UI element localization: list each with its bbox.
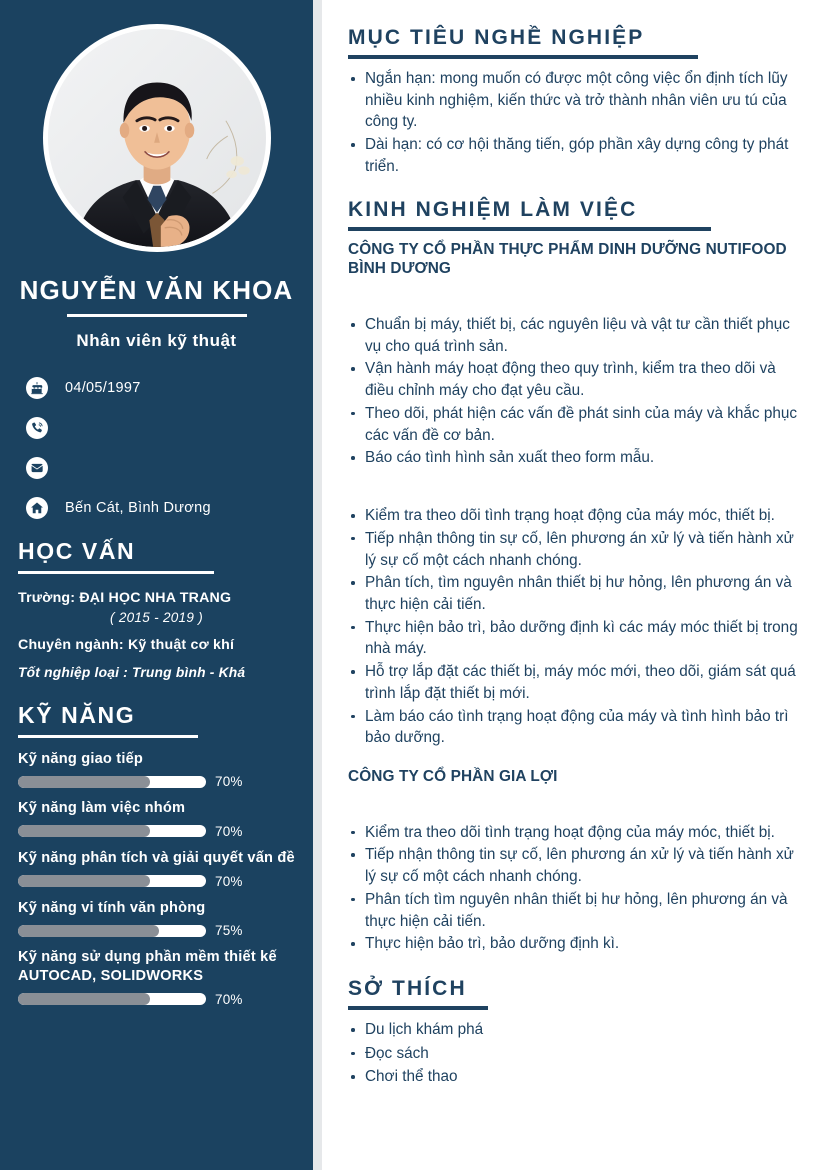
list-item: Phân tích, tìm nguyên nhân thiết bị hư hỏng, lên phương án và thực hiện cải tiến. [348,572,801,615]
redacted-detail-line [348,470,801,496]
address-value: Bến Cát, Bình Dương [65,500,211,517]
skill-bar-row [18,874,295,889]
list-item: Báo cáo tình hình sản xuất theo form mẫu. [348,447,801,469]
list-item: Thực hiện bảo trì, bảo dưỡng định kì các máy móc thiết bị trong nhà máy. [348,617,801,660]
skills-heading-rule [18,735,198,738]
hobbies-heading: SỞ THÍCH [348,977,467,1000]
sidebar [0,0,313,1170]
skill-label: Kỹ năng sử dụng phần mềm thiết kế AUTOCAD, SOLIDWORKS [18,949,277,984]
skill-label: Kỹ năng vi tính văn phòng [18,899,206,916]
skill-bar-row [18,923,295,938]
skill-item [18,899,295,939]
experience-heading: KINH NGHIỆM LÀM VIỆC [348,197,638,221]
skill-progress-track [18,925,206,937]
list-item: Hỗ trợ lắp đặt các thiết bị, máy móc mới, theo dõi, giám sát quá trình lắp đặt thiết bị mới. [348,661,801,704]
skill-progress-fill [18,993,150,1005]
skill-progress-fill [18,925,159,937]
list-item: Làm báo cáo tình trạng hoạt động của máy và tình hình bảo trì bảo dưỡng. [348,706,801,749]
contact-list [18,373,295,524]
experience-heading-rule [348,227,711,231]
list-item: Vận hành máy hoạt động theo quy trình, kiểm tra theo dõi và điều chỉnh máy cho đạt yêu cầu. [348,358,801,401]
education-section [18,590,295,680]
education-school: Trường: ĐẠI HỌC NHA TRANG [18,589,232,606]
skills-heading: KỸ NĂNG [18,701,136,728]
skill-progress-track [18,875,206,887]
list-item: Theo dõi, phát hiện các vấn đề phát sinh của máy và khắc phục các vấn đề cơ bản. [348,403,801,446]
objective-section [348,26,801,178]
skill-percent-label: 70% [215,873,243,889]
education-years: ( 2015 - 2019 ) [109,609,204,625]
objective-heading: MỤC TIÊU NGHỀ NGHIỆP [348,26,645,49]
phone-icon [26,417,48,439]
job-title: Nhân viên kỹ thuật [76,330,237,350]
education-grade: Tốt nghiệp loại : Trung bình - Khá [18,664,246,680]
list-item: Du lịch khám phá [348,1019,801,1041]
experience-section [348,198,801,955]
email-icon [26,457,48,479]
job-duty-list [348,822,801,955]
skill-bar-row [18,774,295,789]
list-item: Phân tích tìm nguyên nhân thiết bị hư hỏng, lên phương án và thực hiện cải tiến. [348,889,801,932]
skill-progress-track [18,993,206,1005]
contact-item-email [26,453,295,484]
skill-bar-row [18,992,295,1007]
hobbies-section [348,977,801,1088]
skill-percent-label: 70% [215,991,243,1007]
objective-list [348,68,801,178]
skill-item [18,799,295,839]
name-divider [67,314,247,317]
skill-progress-track [18,776,206,788]
skill-progress-fill [18,825,150,837]
skill-percent-label: 70% [215,823,243,839]
avatar [43,24,271,252]
skill-item [18,849,295,889]
hobbies-heading-rule [348,1006,488,1010]
birthday-cake-icon [26,377,48,399]
list-item: Dài hạn: có cơ hội thăng tiến, góp phần xây dựng công ty phát triển. [348,134,801,177]
list-item: Đọc sách [348,1043,801,1065]
list-item: Chơi thể thao [348,1066,801,1088]
contact-item-address [26,493,295,524]
redacted-detail-line [348,787,801,813]
list-item: Kiểm tra theo dõi tình trạng hoạt động của máy móc, thiết bị. [348,505,801,527]
list-item: Chuẩn bị máy, thiết bị, các nguyên liệu và vật tư cần thiết phục vụ cho quá trình sản. [348,314,801,357]
skill-label: Kỹ năng phân tích và giải quyết vấn đề [18,849,295,866]
skill-item [18,750,295,790]
skills-list [18,750,295,1007]
skill-label: Kỹ năng giao tiếp [18,750,144,767]
main-content [322,0,827,1170]
list-item: Thực hiện bảo trì, bảo dưỡng định kì. [348,933,801,955]
portrait-photo [48,29,266,247]
skill-percent-label: 70% [215,774,243,790]
birthdate-value: 04/05/1997 [65,380,141,397]
list-item: Tiếp nhận thông tin sự cố, lên phương án xử lý và tiến hành xử lý sự cố một cách nhanh chóng. [348,844,801,887]
list-item: Ngắn hạn: mong muốn có được một công việc ổn định tích lũy nhiều kinh nghiệm, kiến thức và trở thành nhân viên ưu tú của công ty. [348,68,801,133]
contact-item-phone [26,413,295,444]
hobbies-list [348,1019,801,1088]
redacted-detail-line [348,279,801,305]
skill-percent-label: 75% [215,923,243,939]
skill-progress-track [18,825,206,837]
education-major: Chuyên ngành: Kỹ thuật cơ khí [18,636,235,653]
page-title: NGUYỄN VĂN KHOA [19,275,294,305]
education-heading: HỌC VẤN [18,537,136,564]
skill-label: Kỹ năng làm việc nhóm [18,800,186,817]
objective-heading-rule [348,55,698,59]
company-name: CÔNG TY CỔ PHẦN GIA LỢI [348,767,558,785]
home-icon [26,497,48,519]
skill-bar-row [18,824,295,839]
company-name: CÔNG TY CỔ PHẦN THỰC PHẨM DINH DƯỠNG NUTIFOOD BÌNH DƯƠNG [348,240,787,278]
education-heading-rule [18,571,214,574]
skill-progress-fill [18,875,150,887]
skill-progress-fill [18,776,150,788]
column-divider [313,0,322,1170]
list-item: Tiếp nhận thông tin sự cố, lên phương án xử lý và tiến hành xử lý sự cố một cách nhanh chóng. [348,528,801,571]
contact-item-birthdate [26,373,295,404]
skill-item [18,948,295,1006]
job-duty-list [348,505,801,749]
job-duty-list [348,314,801,469]
list-item: Kiểm tra theo dõi tình trạng hoạt động của máy móc, thiết bị. [348,822,801,844]
